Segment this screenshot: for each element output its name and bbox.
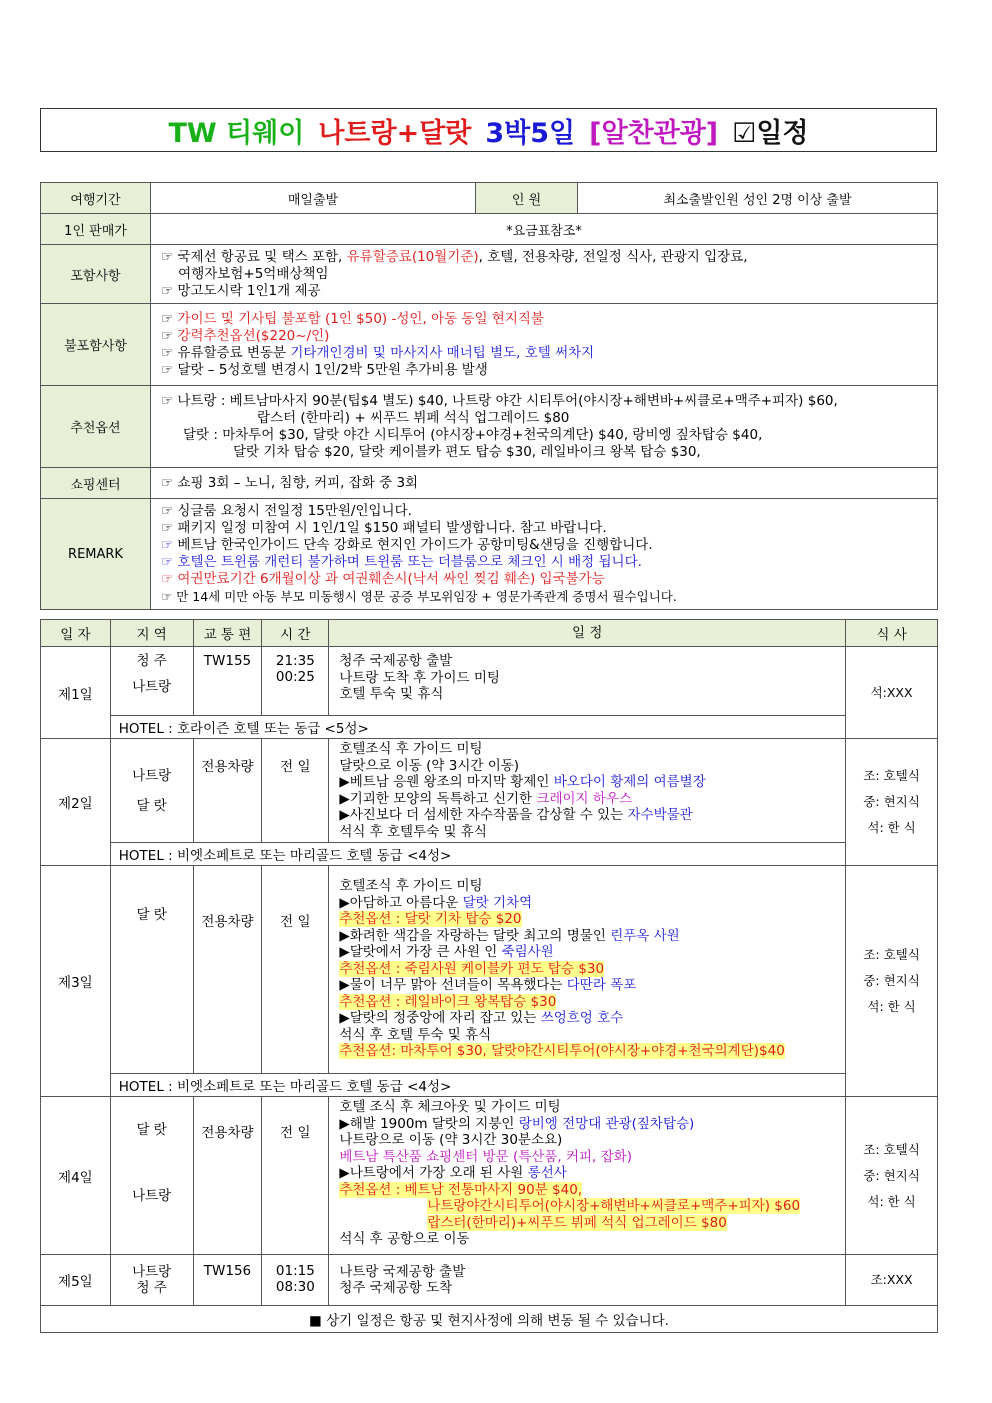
meal-cell: 석:XXX	[846, 647, 938, 739]
hotel-info: HOTEL : 비엣소페트로 또는 마리골드 호텔 동급 <4성>	[110, 843, 845, 866]
exclude-list: ☞ 가이드 및 기사팁 불포함 (1인 $50) -성인, 아동 동일 현지직불 ☞ 강력추천옵션($220~/인) ☞ 유류할증료 변동분 기타개인경비 및 마사지사 매너팁 별도, 호텔 써차지 ☞ 달랏 – 5성호텔 변경시 1인/2박 5만원 추가비용 발생	[151, 304, 938, 386]
col-meal: 식 사	[846, 620, 938, 647]
col-day: 일 자	[41, 620, 111, 647]
area-cell: 청 주 나트랑	[110, 647, 193, 716]
col-time: 시 간	[262, 620, 329, 647]
option-list: ☞ 나트랑 : 베트남마사지 90분(팁$4 별도) $40, 나트랑 야간 시티투어(야시장+해변바+씨클로+맥주+피자) $60, 랍스터 (한마리) + 씨푸드 뷔페 석식 업그레이드 $80 달랏 : 마차투어 $30, 달랏 야간 시티투어 (야시장+야경+천국의계단) $40, 랑비엥 짚차탑승 $40, 달랏 기차 탑승 $20, 달랏 케이블카 편도 탑승 $30, 레일바이크 왕복 탑승 $30,	[151, 386, 938, 468]
area-cell: 달 랏	[110, 866, 193, 1074]
area-cell: 달 랏 나트랑	[110, 1097, 193, 1255]
day-row-4	[41, 1097, 938, 1255]
plan-cell: 호텔 조식 후 체크아웃 및 가이드 미팅 ▶해발 1900m 달랏의 지붕인 랑비엥 전망대 관광(짚차탑승) 나트랑으로 이동 (약 3시간 30분소요) 베트남 특산품 쇼핑센터 방문 (특산품, 커피, 잡화) ▶나트랑에서 가장 오래 된 사원 롱선사 추천옵션 : 베트남 전통마사지 90분 $40, 나트랑야간시티투어(야시장+해변바+씨클로+맥주+피자) $60 랍스터(한마리)+씨푸드 뷔페 석식 업그레이드 $80 석식 후 공항으로 이동	[329, 1097, 846, 1255]
shopping-label: 쇼핑센터	[41, 468, 151, 499]
day-label: 제4일	[41, 1097, 111, 1255]
day-row-1	[41, 647, 938, 716]
plan-cell: 나트랑 국제공항 출발 청주 국제공항 도착	[329, 1255, 846, 1306]
transport-cell: 전용차량	[193, 866, 262, 1074]
day-label: 제1일	[41, 647, 111, 739]
title-duration: 3박5일	[485, 117, 576, 149]
include-list: ☞ 국제선 항공료 및 택스 포함, 유류할증료(10월기준), 호텔, 전용차량, 전일정 식사, 관광지 입장료, 여행자보험+5억배상책임 ☞ 망고도시락 1인1개 제공	[151, 245, 938, 304]
period-value: 매일출발	[151, 183, 476, 214]
page-title	[40, 108, 937, 152]
transport-cell: 전용차량	[193, 739, 262, 843]
area-cell: 나트랑 청 주	[110, 1255, 193, 1306]
option-label: 추천옵션	[41, 386, 151, 468]
transport-cell: 전용차량	[193, 1097, 262, 1255]
meal-cell: 조: 호텔식 중: 현지식 석: 한 식	[846, 866, 938, 1097]
day-label: 제5일	[41, 1255, 111, 1306]
time-cell: 21:35 00:25	[262, 647, 329, 716]
day-row-3	[41, 866, 938, 1074]
day-label: 제3일	[41, 866, 111, 1097]
people-value: 최소출발인원 성인 2명 이상 출발	[578, 183, 938, 214]
title-tag: [알찬관광]	[589, 117, 719, 149]
transport-cell: TW155	[193, 647, 262, 716]
shopping-value: ☞ 쇼핑 3회 – 노니, 침향, 커피, 잡화 중 3회	[151, 468, 938, 499]
price-value: *요금표참조*	[151, 214, 938, 245]
meal-cell: 조: 호텔식 중: 현지식 석: 한 식	[846, 739, 938, 866]
day-row-2	[41, 739, 938, 843]
plan-cell: 호텔조식 후 가이드 미팅 ▶아담하고 아름다운 달랏 기차역 추천옵션 : 달랏 기차 탑승 $20 ▶화려한 색감을 자랑하는 달랏 최고의 명물인 린푸옥 사원 ▶달랏에서 가장 큰 사원 인 죽림사원 추천옵션 : 죽림사원 케이블카 편도 탑승 $30 ▶물이 너무 맑아 선녀들이 목욕했다는 다딴라 폭포 추천옵션 : 레일바이크 왕복탑승 $30 ▶달랏의 정중앙에 자리 잡고 있는 쓰엉흐엉 호수 석식 후 호텔 투숙 및 휴식 추천옵션: 마차투어 $30, 달랏야간시티투어(야시장+야경+천국의계단)$40	[329, 866, 846, 1074]
day-label: 제2일	[41, 739, 111, 866]
title-schedule: ☑일정	[732, 117, 809, 149]
time-cell: 01:15 08:30	[262, 1255, 329, 1306]
area-cell: 나트랑 달 랏	[110, 739, 193, 843]
day-row-5	[41, 1255, 938, 1306]
include-label: 포함사항	[41, 245, 151, 304]
col-plan: 일 정	[329, 620, 846, 647]
plan-cell: 청주 국제공항 출발 나트랑 도착 후 가이드 미팅 호텔 투숙 및 휴식	[329, 647, 846, 716]
time-cell: 전 일	[262, 739, 329, 843]
period-label: 여행기간	[41, 183, 151, 214]
remark-list: ☞ 싱글룸 요청시 전일정 15만원/인입니다. ☞ 패키지 일정 미참여 시 1인/1일 $150 패널티 발생합니다. 참고 바랍니다. ☞ 베트남 한국인가이드 단속 강화로 현지인 가이드가 공항미팅&샌딩을 진행합니다. ☞ 호텔은 트윈룸 개런티 불가하며 트윈룸 또는 더블룸으로 체크인 시 배정 됩니다. ☞ 여권만료기간 6개월이상 과 여권훼손시(낙서 싸인 찢김 훼손) 입국불가능 ☞ 만 14세 미만 아동 부모 미동행시 영문 공증 부모위임장 + 영문가족관계 증명서 필수입니다.	[151, 499, 938, 610]
remark-label: REMARK	[41, 499, 151, 610]
price-label: 1인 판매가	[41, 214, 151, 245]
hotel-info: HOTEL : 비엣소페트로 또는 마리골드 호텔 동급 <4성>	[110, 1074, 845, 1097]
meal-cell: 조:XXX	[846, 1255, 938, 1306]
title-brand: TW 티웨이	[168, 117, 305, 149]
footer-note: ■ 상기 일정은 항공 및 현지사정에 의해 변동 될 수 있습니다.	[41, 1306, 938, 1333]
col-transport: 교 통 편	[193, 620, 262, 647]
title-route: 나트랑+달랏	[318, 117, 472, 149]
col-area: 지 역	[110, 620, 193, 647]
schedule-table	[40, 619, 938, 1333]
meal-cell: 조: 호텔식 중: 현지식 석: 한 식	[846, 1097, 938, 1255]
hotel-info: HOTEL : 호라이즌 호텔 또는 동급 <5성>	[110, 716, 845, 739]
info-table	[40, 182, 938, 610]
people-label: 인 원	[476, 183, 578, 214]
time-cell: 전 일	[262, 1097, 329, 1255]
transport-cell: TW156	[193, 1255, 262, 1306]
time-cell: 전 일	[262, 866, 329, 1074]
plan-cell: 호텔조식 후 가이드 미팅 달랏으로 이동 (약 3시간 이동) ▶베트남 응웬 왕조의 마지막 황제인 바오다이 황제의 여름별장 ▶기괴한 모양의 독특하고 신기한 크레이지 하우스 ▶사진보다 더 섬세한 자수작품을 감상할 수 있는 자수박물관 석식 후 호텔투숙 및 휴식	[329, 739, 846, 843]
exclude-label: 불포함사항	[41, 304, 151, 386]
